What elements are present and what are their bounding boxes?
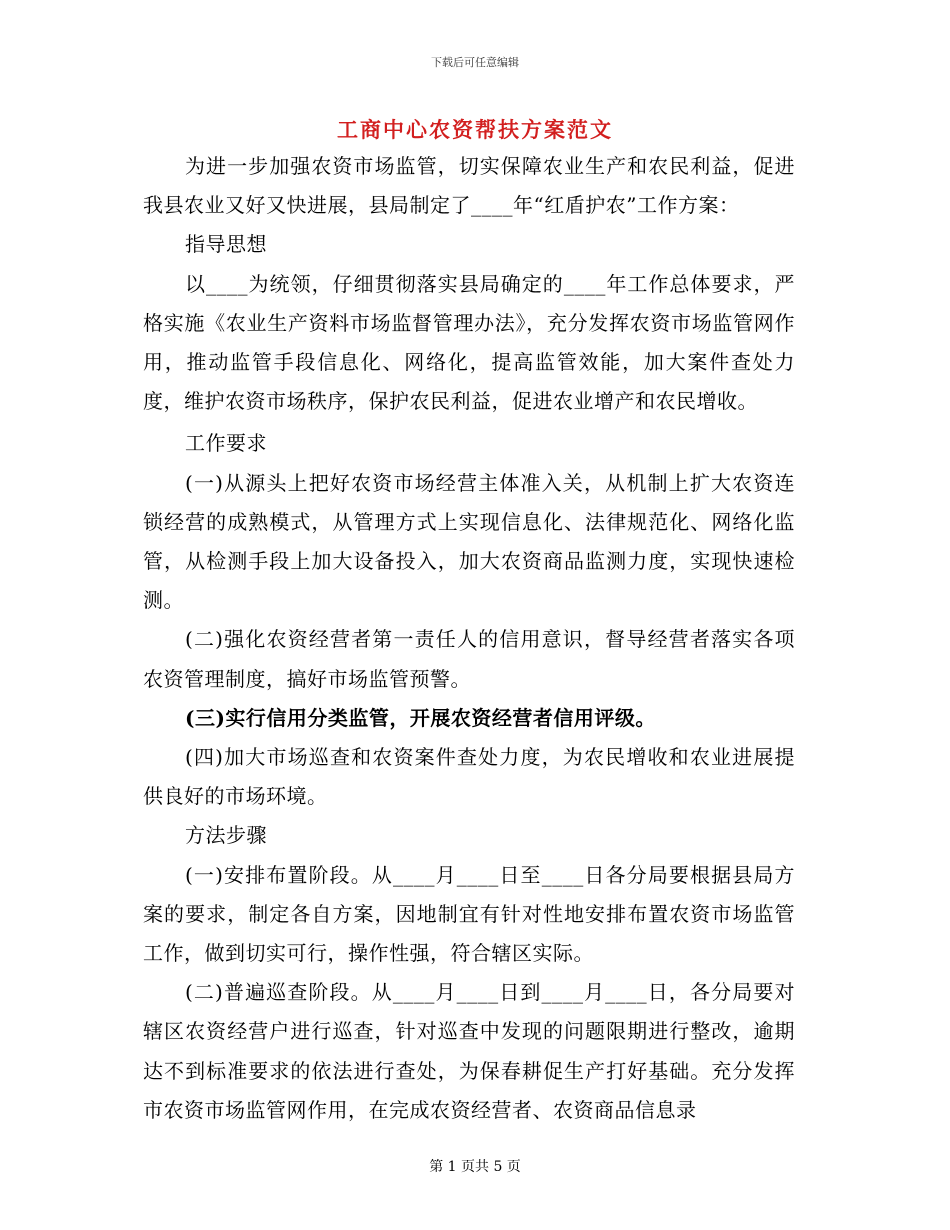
section-heading-method-steps: 方法步骤 [185, 823, 267, 848]
step-item-2: (二)普遍巡查阶段。从____月____日到____月____日，各分局要对辖区农资经营户进行巡查，针对巡查中发现的问题限期进行整改，逾期达不到标准要求的依法进行查处，为保春耕促生产打好基础。充分发挥市农资市场监管网作用，在完成农资经营者、农资商品信息录 [143, 980, 795, 1122]
page-number: 第 1 页共 5 页 [429, 1159, 521, 1175]
document-body [143, 147, 795, 1130]
guiding-ideology-paragraph: 以____为统领，仔细贯彻落实县局确定的____年工作总体要求，严格实施《农业生产资料市场监督管理办法》，充分发挥农资市场监管网作用，推动监管手段信息化、网络化，提高监管效能，加大案件查处力度，维护农资市场秩序，保护农民利益，促进农业增产和农民增收。 [143, 271, 795, 414]
intro-paragraph: 为进一步加强农资市场监管，切实保障农业生产和农民利益，促进我县农业又好又快进展，县局制定了____年“红盾护农”工作方案： [143, 154, 795, 218]
header-note: 下载后可任意编辑 [431, 56, 519, 69]
section-heading-guiding-ideology: 指导思想 [185, 232, 267, 257]
requirement-item-1: (一)从源头上把好农资市场经营主体准入关，从机制上扩大农资连锁经营的成熟模式，从管理方式上实现信息化、法律规范化、网络化监管，从检测手段上加大设备投入，加大农资商品监测力度，实现快速检测。 [143, 470, 795, 613]
document-title: 工商中心农资帮扶方案范文 [337, 117, 613, 142]
requirement-item-4: (四)加大市场巡查和农资案件查处力度，为农民增收和农业进展提供良好的市场环境。 [143, 745, 795, 809]
section-heading-work-requirements: 工作要求 [185, 431, 267, 456]
step-item-1: (一)安排布置阶段。从____月____日至____日各分局要根据县局方案的要求，制定各自方案，因地制宜有针对性地安排布置农资市场监管工作，做到切实可行，操作性强，符合辖区实际。 [143, 862, 795, 966]
requirement-item-3: (三)实行信用分类监管，开展农资经营者信用评级。 [185, 705, 656, 730]
requirement-item-2: (二)强化农资经营者第一责任人的信用意识，督导经营者落实各项农资管理制度，搞好市场监管预警。 [143, 627, 795, 691]
